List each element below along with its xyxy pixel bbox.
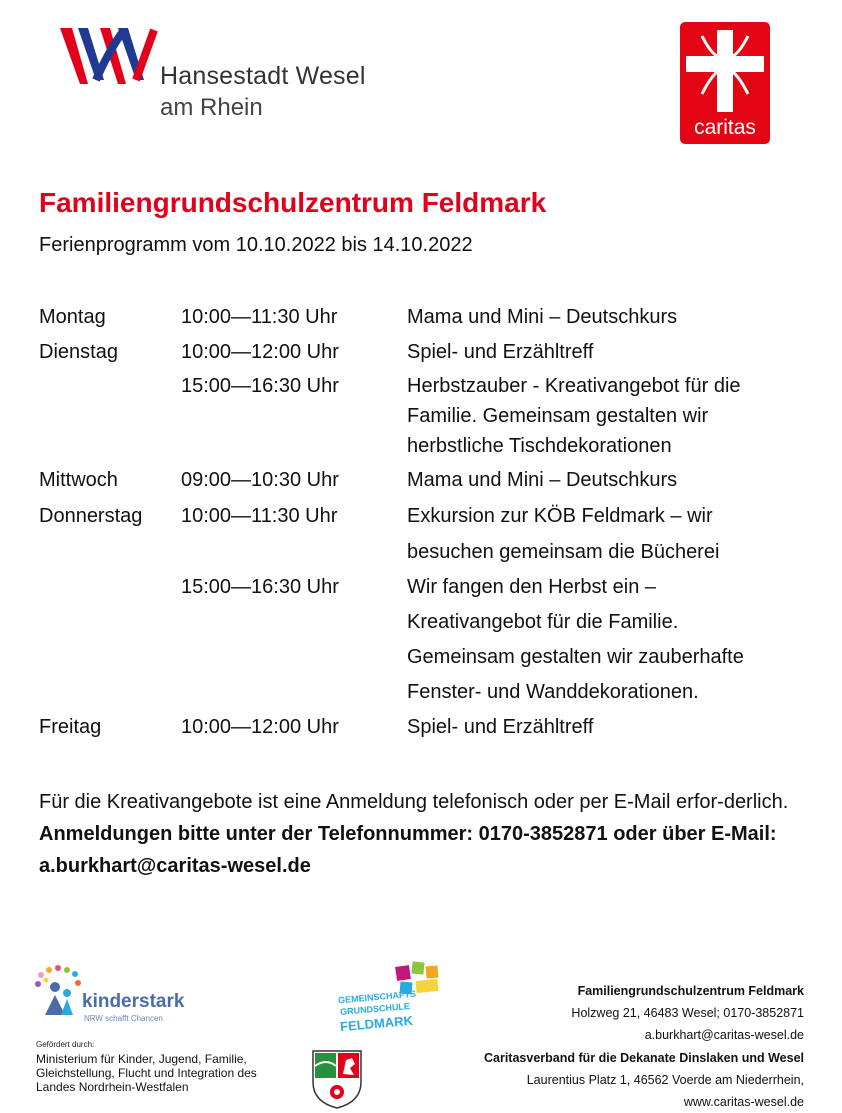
contact-website[interactable]: www.caritas-wesel.de — [683, 1095, 804, 1110]
time-slot: 10:00—12:00 Uhr — [181, 341, 339, 363]
ministry-name: Ministerium für Kinder, Jugend, Familie, Gleichstellung, Flucht und Integration des Landes Nordrhein-Westfalen — [36, 1052, 257, 1094]
contact-caritas-name: Caritasverband für die Dekanate Dinslaken und Wesel — [483, 1050, 804, 1065]
activity-line: Gemeinsam gestalten wir zauberhafte — [407, 646, 744, 668]
time-slot: 10:00—12:00 Uhr — [181, 716, 339, 738]
registration-contact: Anmeldungen bitte unter der Telefonnummer: 0170-3852871 oder über E-Mail: a.burkhart@caritas-wesel.de — [39, 823, 777, 877]
nrw-crest-icon — [310, 1048, 364, 1110]
activity-line: Exkursion zur KÖB Feldmark – wir — [407, 505, 713, 527]
activity-line: Mama und Mini – Deutschkurs — [407, 306, 678, 328]
day-tuesday: Dienstag — [39, 341, 118, 363]
day-wednesday: Mittwoch — [39, 469, 118, 491]
activity-line: Spiel- und Erzähltreff — [407, 341, 594, 363]
wesel-name-line2: am Rhein — [160, 94, 263, 121]
registration-note — [39, 786, 809, 882]
day-monday: Montag — [39, 306, 106, 328]
page-title: Familiengrundschulzentrum Feldmark — [39, 187, 547, 218]
time-slot: 09:00—10:30 Uhr — [181, 469, 339, 491]
activity-line: Herbstzauber - Kreativangebot für die — [407, 375, 741, 397]
day-friday: Freitag — [39, 716, 102, 738]
day-thursday: Donnerstag — [39, 505, 143, 527]
time-slot: 15:00—16:30 Uhr — [181, 375, 339, 397]
registration-note-text: Für die Kreativangebote ist eine Anmeldung telefonisch oder per E-Mail erfor-derlich. — [39, 791, 789, 813]
activity-line: Wir fangen den Herbst ein – — [407, 576, 657, 598]
funded-by-label: Gefördert durch: — [36, 1040, 95, 1049]
activity-line: Familie. Gemeinsam gestalten wir — [407, 405, 709, 427]
activity-line: Fenster- und Wanddekorationen. — [407, 681, 699, 703]
school-logo — [338, 958, 448, 1038]
caritas-label: caritas — [694, 116, 756, 139]
activity-line: herbstliche Tischdekorationen — [407, 435, 672, 457]
contact-address: Holzweg 21, 46483 Wesel; 0170-3852871 — [571, 1006, 804, 1021]
time-slot: 10:00—11:30 Uhr — [181, 505, 338, 527]
activity-line: besuchen gemeinsam die Bücherei — [407, 541, 720, 563]
school-logo-line1: GEMEINSCHAFTS — [337, 988, 417, 1006]
contact-org-name: Familiengrundschulzentrum Feldmark — [577, 984, 804, 998]
activity-line: Spiel- und Erzähltreff — [407, 716, 594, 738]
page-subtitle: Ferienprogramm vom 10.10.2022 bis 14.10.2022 — [39, 234, 473, 256]
activity-line: Mama und Mini – Deutschkurs — [407, 469, 678, 491]
contact-caritas-address: Laurentius Platz 1, 46562 Voerde am Niederrhein, — [526, 1072, 804, 1087]
time-slot: 10:00—11:30 Uhr — [181, 306, 338, 328]
kinderstark-tagline: NRW schafft Chancen — [84, 1014, 163, 1023]
school-logo-line3: FELDMARK — [339, 1012, 414, 1035]
contact-email[interactable]: a.burkhart@caritas-wesel.de — [644, 1028, 804, 1043]
contact-block — [484, 980, 804, 1113]
wesel-name-line1: Hansestadt Wesel — [160, 62, 366, 90]
school-logo-line2: GRUNDSCHULE — [339, 1000, 411, 1018]
kinderstark-name: kinderstark — [82, 991, 185, 1012]
activity-line: Kreativangebot für die Familie. — [407, 611, 679, 633]
time-slot: 15:00—16:30 Uhr — [181, 576, 339, 598]
